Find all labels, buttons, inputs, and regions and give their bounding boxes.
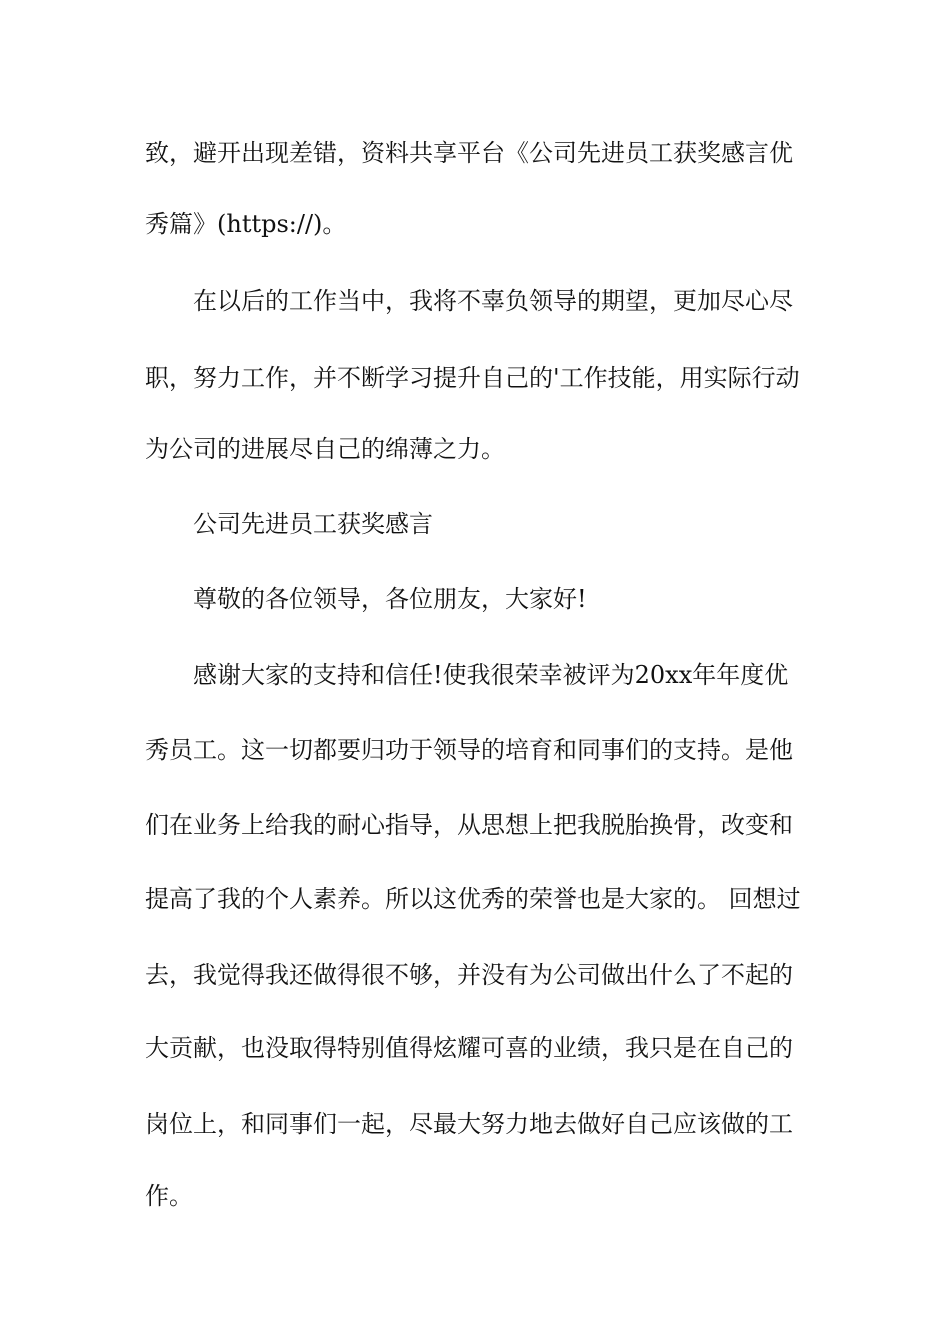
salutation-line: 尊敬的各位领导，各位朋友，大家好!	[193, 585, 587, 613]
paragraph-start-line: 感谢大家的支持和信任!使我很荣幸被评为20xx年年度优	[193, 661, 789, 689]
text-line: 提高了我的个人素养。所以这优秀的荣誉也是大家的。 回想过	[145, 885, 801, 913]
text-line: 秀员工。这一切都要归功于领导的培育和同事们的支持。是他	[145, 736, 793, 764]
text-line: 作。	[145, 1182, 193, 1210]
text-line: 岗位上，和同事们一起，尽最大努力地去做好自己应该做的工	[145, 1110, 793, 1138]
text-line: 职，努力工作，并不断学习提升自己的'工作技能，用实际行动	[145, 364, 800, 392]
section-heading: 公司先进员工获奖感言	[193, 510, 433, 538]
text-line: 们在业务上给我的耐心指导，从思想上把我脱胎换骨，改变和	[145, 811, 793, 839]
paragraph-start-line: 在以后的工作当中，我将不辜负领导的期望，更加尽心尽	[193, 287, 793, 315]
text-line: 秀篇》(https://)。	[145, 210, 347, 238]
text-line: 致，避开出现差错，资料共享平台《公司先进员工获奖感言优	[145, 139, 793, 167]
text-line: 为公司的进展尽自己的绵薄之力。	[145, 435, 505, 463]
text-line: 去，我觉得我还做得很不够，并没有为公司做出什么了不起的	[145, 961, 793, 989]
text-line: 大贡献，也没取得特别值得炫耀可喜的业绩，我只是在自己的	[145, 1034, 793, 1062]
